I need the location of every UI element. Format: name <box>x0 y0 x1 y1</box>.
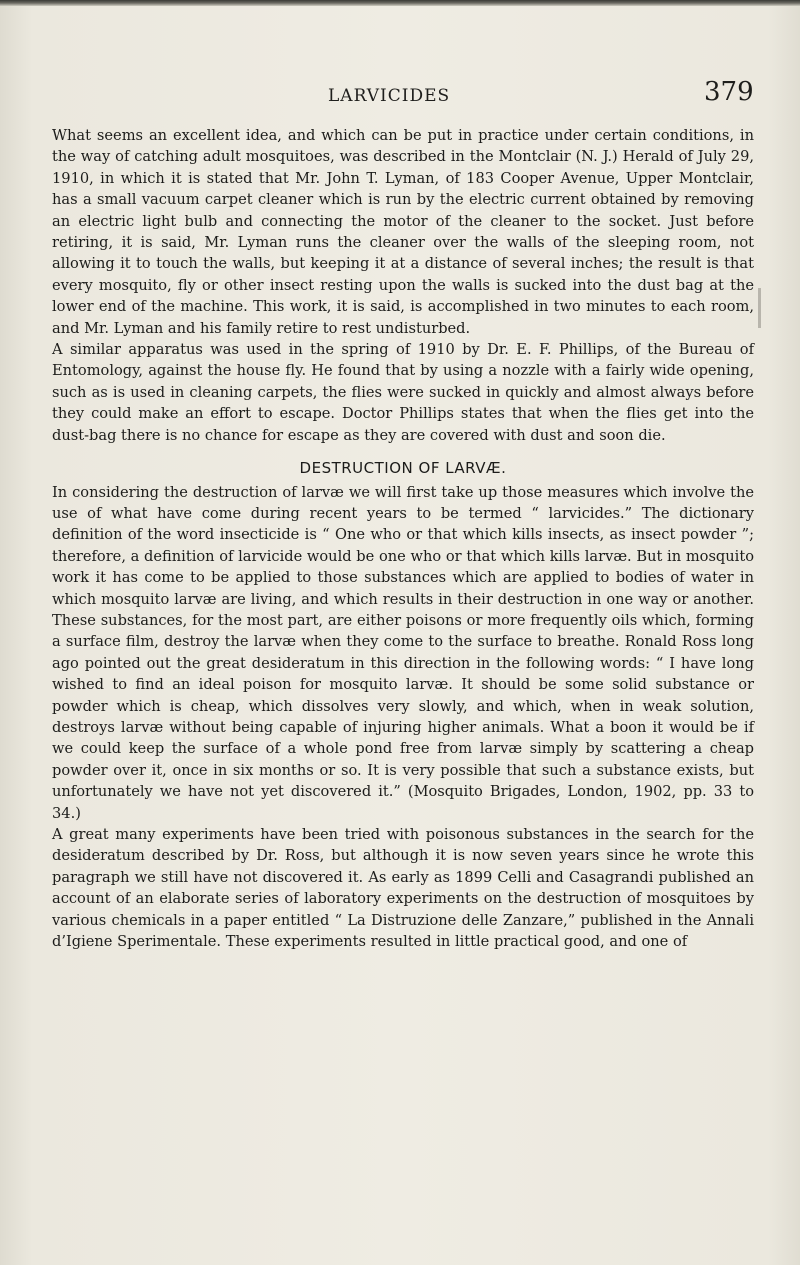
paragraph-poisonous-experiments: A great many experiments have been tried with poisonous substances in the search for the desideratum described by Dr. Ross, but although it is now seven years since he wrote this paragraph we still have not discovered it. As early as 1899 Celli and Casagrandi published an account of an elaborate series of laboratory experiments on the destruction of mosquitoes by various chemicals in a paper entitled “ La Distruzione delle Zanzare,” published in the Annali d’Igiene Sperimentale. These experiments resulted in little practical good, and one of <box>52 826 754 951</box>
page-number: 379 <box>704 77 754 107</box>
paragraph-larvicides-definition: In considering the destruction of larvæ we will first take up those measures which involve the use of what have come during recent years to be termed “ larvicides.” The dictionary definition of the word insecticide is “ One who or that which kills insects, as insect powder ”; therefore, a definition of larvicide would be one who or that which kills larvæ. But in mosquito work it has come to be applied to those substances which are applied to bodies of water in which mosquito larvæ are living, and which results in their destruction in one way or another. These substances, for the most part, are either poisons or more frequently oils which, forming a surface film, destroy the larvæ when they come to the surface to breathe. Ronald Ross long ago pointed out the great desideratum in this direction in the following words: “ I have long wished to find an ideal poison for mosquito larvæ. It should be some solid substance or powder which is cheap, which dissolves very slowly, and which, when in weak solution, destroys larvæ without being capable of injuring higher animals. What a boon it would be if we could keep the surface of a whole pond free from larvæ simply by scattering a cheap powder over it, once in six months or so. It is very possible that such a substance exists, but unfortunately we have not yet discovered it.” (Mosquito Brigades, London, 1902, pp. 33 to 34.) <box>52 483 754 822</box>
running-title: LARVICIDES <box>328 86 451 106</box>
page-top-edge <box>0 0 800 6</box>
section-heading: DESTRUCTION OF LARVÆ. <box>299 459 507 478</box>
paragraph-phillips-apparatus: A similar apparatus was used in the spring of 1910 by Dr. E. F. Phillips, of the Bureau of Entomology, against the house fly. He found that by using a nozzle with a fairly wide opening, such as is used in cleaning carpets, the flies were sucked in quickly and almost always before they could make an effort to escape. Doctor Phillips states that when the flies get into the dust-bag there is no chance for escape as they are covered with dust and soon die. <box>52 341 754 444</box>
paragraph-vacuum-cleaner: What seems an excellent idea, and which can be put in practice under certain conditions, in the way of catching adult mosquitoes, was described in the Montclair (N. J.) Herald of July 29, 1910, in which it is stated that Mr. John T. Lyman, of 183 Cooper Avenue, Upper Montclair, has a small vacuum carpet cleaner which is run by the electric current obtained by removing an electric light bulb and connecting the motor of the cleaner to the socket. Just before retiring, it is said, Mr. Lyman runs the cleaner over the walls of the sleeping room, not allowing it to touch the walls, but keeping it at a distance of several inches; the result is that every mosquito, fly or other insect resting upon the walls is sucked into the dust bag at the lower end of the machine. This work, it is said, is accomplished in two minutes to each room, and Mr. Lyman and his family retire to rest undisturbed. <box>52 127 754 337</box>
body-text <box>52 125 754 952</box>
margin-mark <box>758 288 761 328</box>
page-header <box>0 77 800 114</box>
